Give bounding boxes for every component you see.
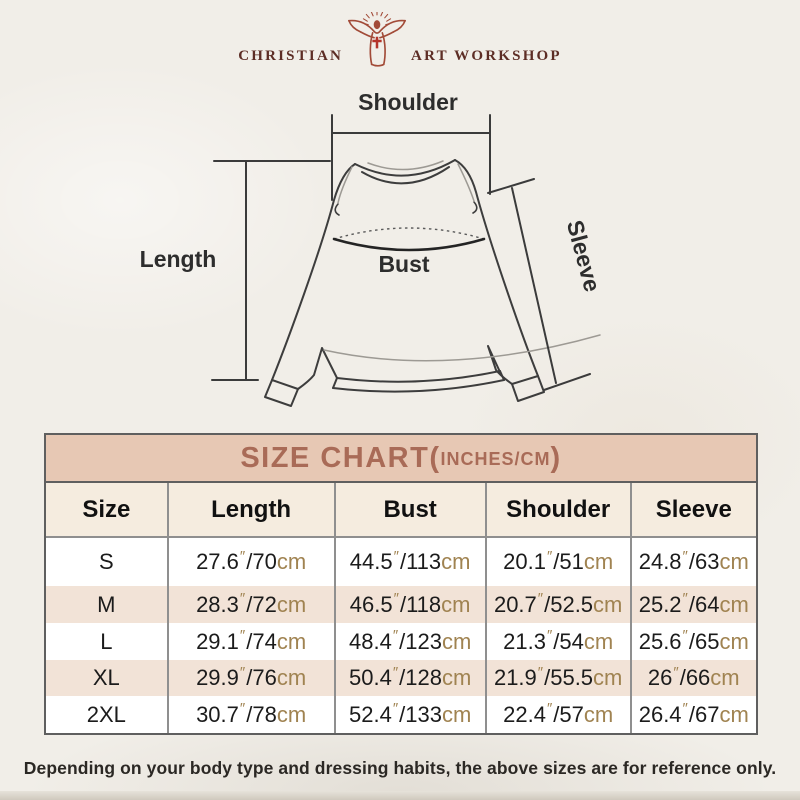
table-row-s [46, 538, 756, 586]
size-cell: XL [92, 665, 120, 690]
col-header-bust: Bust [334, 483, 485, 536]
sleeve-label: Sleeve [561, 217, 606, 295]
length-cell: 27.6 ″ / 70 cm [167, 538, 334, 586]
shoulder-cell: 20.1 ″ / 51 cm [485, 538, 630, 586]
brand-logo [0, 10, 800, 76]
title-main: SIZE CHART( [240, 441, 441, 474]
table-row-m [46, 586, 756, 623]
bust-cell: 46.5 ″ / 118 cm [334, 586, 485, 623]
bust-line-dashed [334, 228, 484, 239]
shoulder-label: Shoulder [358, 89, 458, 115]
title-close: ) [550, 441, 562, 474]
sleeve-cell: 25.2 ″ / 64 cm [630, 586, 756, 623]
col-header-size: Size [82, 495, 131, 523]
jesus-with-rays-icon [341, 12, 413, 76]
col-header-sleeve: Sleeve [630, 483, 756, 536]
length-cell: 29.1 ″ / 74 cm [167, 623, 334, 660]
size-chart-title [46, 435, 756, 483]
length-label: Length [139, 246, 217, 272]
sleeve-cell: 26.4 ″ / 67 cm [630, 696, 756, 733]
shoulder-cell: 20.7 ″ / 52.5 cm [485, 586, 630, 623]
sweatshirt-seams [324, 161, 600, 361]
bust-label: Bust [378, 251, 430, 277]
cross-icon [372, 37, 381, 49]
bust-cell: 50.4 ″ / 128 cm [334, 660, 485, 696]
length-cell: 29.9 ″ / 76 cm [167, 660, 334, 696]
size-chart-table [44, 433, 758, 735]
brand-name-left: CHRISTIAN [238, 48, 344, 64]
sweatshirt-outline [265, 160, 544, 406]
shoulder-cell: 22.4 ″ / 57 cm [485, 696, 630, 733]
garment-measurement-diagram [0, 88, 800, 433]
brand-name-right: ART WORKSHOP [411, 48, 562, 64]
bust-cell: 48.4 ″ / 123 cm [334, 623, 485, 660]
table-row-l [46, 623, 756, 660]
bottom-texture-edge [0, 791, 800, 800]
title-units: INCHES/CM [440, 448, 551, 469]
size-cell: S [99, 549, 114, 574]
bust-line [334, 239, 484, 250]
size-cell: M [97, 591, 116, 617]
sleeve-cell: 24.8 ″ / 63 cm [630, 538, 756, 586]
size-grid [46, 483, 756, 733]
column-header-row [46, 483, 756, 538]
length-cell: 28.3 ″ / 72 cm [167, 586, 334, 623]
sleeve-cell: 25.6 ″ / 65 cm [630, 623, 756, 660]
disclaimer-note: Depending on your body type and dressing habits, the above sizes are for reference only. [23, 758, 777, 778]
length-cell: 30.7 ″ / 78 cm [167, 696, 334, 733]
size-cell: L [100, 628, 113, 654]
col-header-length: Length [167, 483, 334, 536]
shoulder-cell: 21.9 ″ / 55.5 cm [485, 660, 630, 696]
col-header-shoulder: Shoulder [485, 483, 630, 536]
bust-cell: 52.4 ″ / 133 cm [334, 696, 485, 733]
table-row-xl [46, 660, 756, 696]
table-row-2xl [46, 696, 756, 733]
bust-cell: 44.5 ″ / 113 cm [334, 538, 485, 586]
shoulder-cell: 21.3 ″ / 54 cm [485, 623, 630, 660]
size-cell: 2XL [86, 701, 126, 727]
sleeve-cell: 26 ″ / 66 cm [630, 660, 756, 696]
